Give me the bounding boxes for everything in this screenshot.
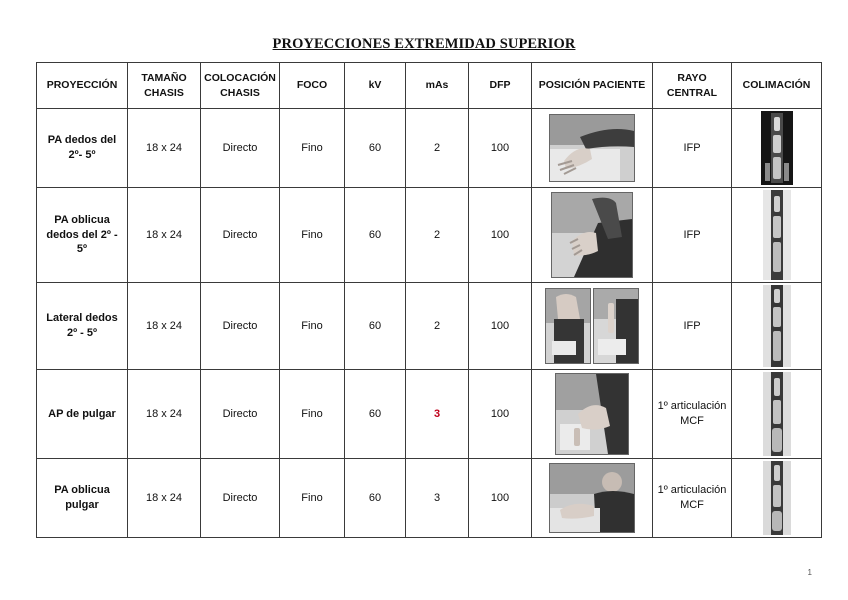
column-header: mAs bbox=[406, 63, 469, 109]
kv-value: 60 bbox=[345, 283, 406, 370]
dfp-value: 100 bbox=[469, 188, 532, 283]
patient-position-cell bbox=[532, 109, 653, 188]
table-row bbox=[37, 109, 822, 188]
projection-name: AP de pulgar bbox=[37, 370, 128, 459]
patient-position-cell bbox=[532, 188, 653, 283]
cassette-size: 18 x 24 bbox=[128, 459, 201, 538]
collimation-cell bbox=[732, 188, 822, 283]
mas-value: 3 bbox=[406, 459, 469, 538]
dfp-value: 100 bbox=[469, 370, 532, 459]
table-row bbox=[37, 370, 822, 459]
cassette-size: 18 x 24 bbox=[128, 283, 201, 370]
thumb-oblique-photo bbox=[549, 463, 635, 533]
thumb-xray bbox=[763, 372, 791, 456]
page-number: 1 bbox=[807, 568, 812, 577]
dfp-value: 100 bbox=[469, 459, 532, 538]
thumb-xray bbox=[763, 461, 791, 535]
column-header: COLOCACIÓN CHASIS bbox=[201, 63, 280, 109]
kv-value: 60 bbox=[345, 370, 406, 459]
focus: Fino bbox=[280, 109, 345, 188]
mas-value-highlighted: 3 bbox=[406, 370, 469, 459]
kv-value: 60 bbox=[345, 109, 406, 188]
cassette-placement: Directo bbox=[201, 188, 280, 283]
projection-name: PA oblicua dedos del 2º - 5º bbox=[37, 188, 128, 283]
finger-xray bbox=[763, 285, 791, 367]
column-header: POSICIÓN PACIENTE bbox=[532, 63, 653, 109]
patient-position-cell bbox=[532, 283, 653, 370]
cassette-size: 18 x 24 bbox=[128, 109, 201, 188]
column-header: TAMAÑO CHASIS bbox=[128, 63, 201, 109]
focus: Fino bbox=[280, 283, 345, 370]
column-header: kV bbox=[345, 63, 406, 109]
collimation-cell bbox=[732, 370, 822, 459]
column-header: FOCO bbox=[280, 63, 345, 109]
kv-value: 60 bbox=[345, 188, 406, 283]
projection-name: PA dedos del 2º- 5º bbox=[37, 109, 128, 188]
column-header: RAYO CENTRAL bbox=[653, 63, 732, 109]
dfp-value: 100 bbox=[469, 109, 532, 188]
collimation-cell bbox=[732, 109, 822, 188]
column-header: DFP bbox=[469, 63, 532, 109]
focus: Fino bbox=[280, 188, 345, 283]
patient-position-cell bbox=[532, 459, 653, 538]
kv-value: 60 bbox=[345, 459, 406, 538]
central-ray: IFP bbox=[653, 188, 732, 283]
thumb-ap-photo bbox=[555, 373, 629, 455]
cassette-placement: Directo bbox=[201, 109, 280, 188]
column-header: PROYECCIÓN bbox=[37, 63, 128, 109]
finger-xray bbox=[763, 190, 791, 280]
cassette-size: 18 x 24 bbox=[128, 188, 201, 283]
mas-value: 2 bbox=[406, 188, 469, 283]
mas-value: 2 bbox=[406, 283, 469, 370]
hand-oblique-photo bbox=[551, 192, 633, 278]
column-header: COLIMACIÓN bbox=[732, 63, 822, 109]
projection-name: Lateral dedos 2º - 5º bbox=[37, 283, 128, 370]
central-ray: IFP bbox=[653, 283, 732, 370]
mas-value: 2 bbox=[406, 109, 469, 188]
hand-lateral-photo bbox=[593, 288, 639, 364]
cassette-placement: Directo bbox=[201, 459, 280, 538]
focus: Fino bbox=[280, 370, 345, 459]
projection-name: PA oblicua pulgar bbox=[37, 459, 128, 538]
page-title: PROYECCIONES EXTREMIDAD SUPERIOR bbox=[272, 36, 576, 52]
hand-lateral-photo bbox=[545, 288, 591, 364]
central-ray: 1º articulación MCF bbox=[653, 370, 732, 459]
dfp-value: 100 bbox=[469, 283, 532, 370]
collimation-cell bbox=[732, 283, 822, 370]
cassette-placement: Directo bbox=[201, 283, 280, 370]
hand-pa-photo bbox=[549, 114, 635, 182]
collimation-cell bbox=[732, 459, 822, 538]
central-ray: IFP bbox=[653, 109, 732, 188]
projections-table bbox=[36, 62, 822, 538]
hand-lateral-photo-pair bbox=[535, 288, 649, 364]
finger-xray bbox=[761, 111, 793, 185]
cassette-placement: Directo bbox=[201, 370, 280, 459]
table-row bbox=[37, 188, 822, 283]
table-row bbox=[37, 459, 822, 538]
central-ray: 1º articulación MCF bbox=[653, 459, 732, 538]
cassette-size: 18 x 24 bbox=[128, 370, 201, 459]
table-row bbox=[37, 283, 822, 370]
focus: Fino bbox=[280, 459, 345, 538]
table-header-row bbox=[37, 63, 822, 109]
patient-position-cell bbox=[532, 370, 653, 459]
